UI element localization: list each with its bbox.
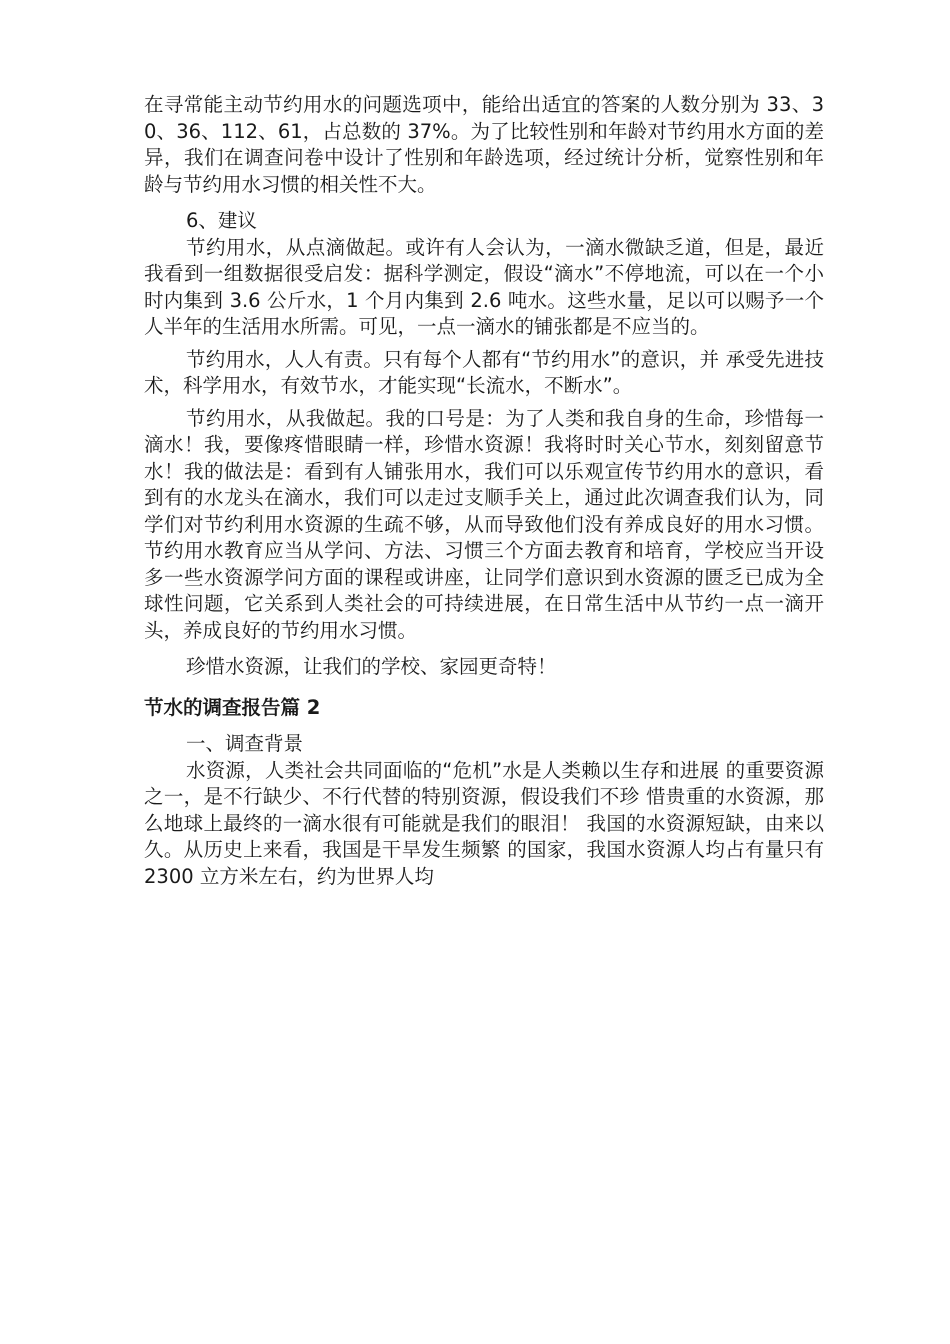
paragraph-save-drops: 节约用水，从点滴做起。或许有人会认为，一滴水微缺乏道，但是，最近我看到一组数据很受启发：据科学测定，假设“滴水”不停地流，可以在一个小时内集到 3.6 公斤水，1 个月内集到 2.6 吨水。这些水量，足以可以赐予一个人半年的生活用水所需。可见，一点一滴水的铺张都是不应当的。 <box>144 235 824 338</box>
paragraph-start-with-me: 节约用水，从我做起。我的口号是：为了人类和我自身的生命，珍惜每一滴水！我，要像疼惜眼睛一样，珍惜水资源！我将时时关心节水，刻刻留意节水！我的做法是：看到有人铺张用水，我们可以乐观宣传节约用水的意识，看到有的水龙头在滴水，我们可以走过支顺手关上，通过此次调查我们认为，同学们对节约利用水资源的生疏不够，从而导致他们没有养成良好的用水习惯。节约用水教育应当从学问、方法、习惯三个方面去教育和培育，学校应当开设多一些水资源学问方面的课程或讲座，让同学们意识到水资源的匮乏已成为全球性问题，它关系到人类社会的可持续进展，在日常生活中从节约一点一滴开头，养成良好的节约用水习惯。 <box>144 406 824 642</box>
paragraph-everyone-responsible: 节约用水，人人有责。只有每个人都有“节约用水”的意识，并 承受先进技术，科学用水，有效节水，才能实现“长流水，不断水”。 <box>144 347 824 397</box>
document-page <box>144 92 824 890</box>
subheading-background: 一、调查背景 <box>186 732 304 755</box>
paragraph-background: 水资源，人类社会共同面临的“危机”水是人类赖以生存和进展 的重要资源之一，是不行缺少、不行代替的特别资源，假设我们不珍 惜贵重的水资源，那么地球上最终的一滴水很有可能就是我们的眼泪！ 我国的水资源短缺，由来以久。从历史上来看，我国是干旱发生频繁 的国家，我国水资源人均占有量只有 2300 立方米左右，约为世界人均 <box>144 758 824 888</box>
subheading-suggestions: 6、建议 <box>186 209 257 232</box>
paragraph-survey-result: 在寻常能主动节约用水的问题选项中，能给出适宜的答案的人数分别为 33、30、36、112、61，占总数的 37%。为了比较性别和年龄对节约用水方面的差异，我们在调查问卷中设计了性别和年龄选项，经过统计分析，觉察性别和年龄与节约用水习惯的相关性不大。 <box>144 93 824 196</box>
paragraph-cherish-water: 珍惜水资源，让我们的学校、家园更奇特！ <box>186 655 557 678</box>
section-heading: 节水的调查报告篇 2 <box>144 695 321 719</box>
